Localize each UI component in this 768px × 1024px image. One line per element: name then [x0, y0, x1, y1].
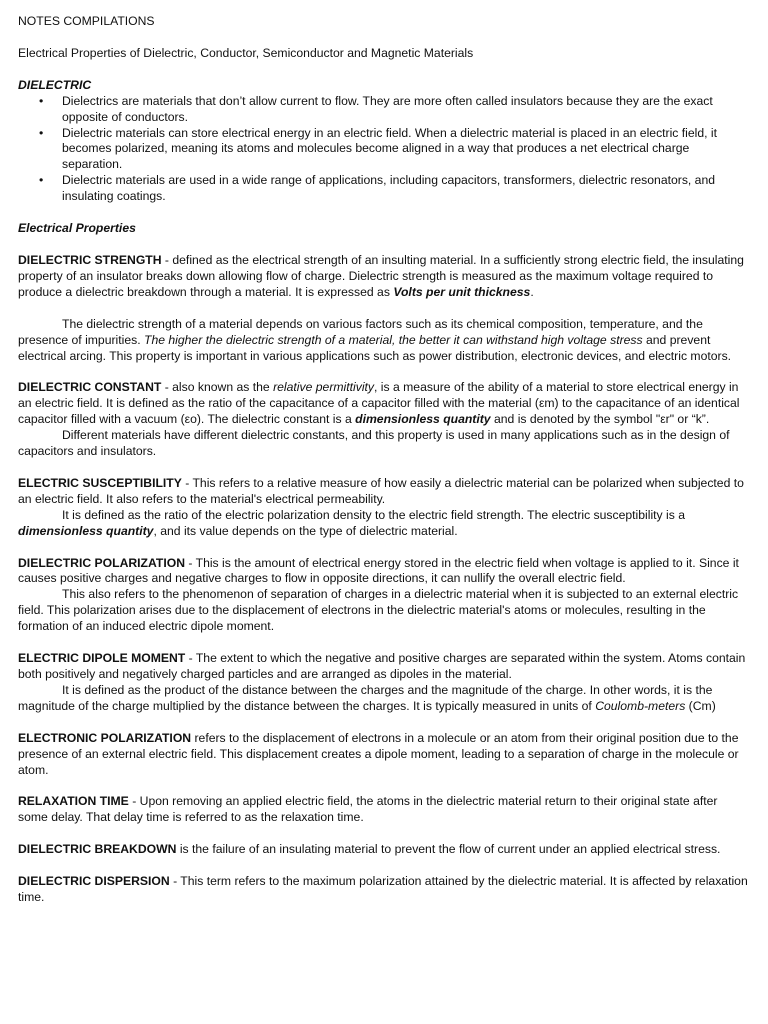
term-label: RELAXATION TIME	[18, 794, 129, 809]
electronic-polarization-paragraph	[18, 731, 750, 779]
dielectric-dispersion-paragraph	[18, 874, 750, 906]
bullet-item: • Dielectric materials can store electrical energy in an electric field. When a dielectric material is placed in an electric field, it becomes polarized, meaning its atoms and molecules become aligned in a way that produces a net electrical charge separation.	[62, 126, 750, 174]
bullet-item: • Dielectric materials are used in a wide range of applications, including capacitors, transformers, dielectric resonators, and insulating coatings.	[62, 173, 750, 205]
definition-text: - The extent to which the negative and positive charges are separated within the system. Atoms contain both positively and negatively charged particles and are arranged as dipoles in the material.	[18, 651, 746, 681]
relaxation-time-paragraph	[18, 794, 750, 826]
dielectric-constant-detail: Different materials have different dielectric constants, and this property is used in many applications such as in the design of capacitors and insulators.	[18, 428, 730, 459]
detail-text: It is defined as the product of the distance between the charges and the magnitude of the charge. In other words, it is the magnitude of the charge multiplied by the distance between the charges. It is typically measured in units of	[18, 682, 713, 713]
dielectric-bullet-list	[18, 94, 750, 205]
dielectric-strength-detail	[18, 317, 750, 365]
notes-label: NOTES COMPILATIONS	[18, 14, 155, 28]
emphasis-text: Coulomb-meters	[595, 698, 686, 713]
detail-text: The dielectric strength of a material depends on various factors such as its chemical composition, temperature, and the presence of impurities.	[18, 316, 703, 347]
electrical-properties-heading: Electrical Properties	[18, 221, 136, 236]
term-label: DIELECTRIC STRENGTH	[18, 252, 162, 267]
term-label: DIELECTRIC DISPERSION	[18, 874, 170, 889]
emphasis-text: The higher the dielectric strength of a material, the better it can withstand high voltage stress	[144, 332, 643, 347]
definition-text: - also known as the	[161, 380, 274, 395]
emphasis-text: dimensionless quantity	[18, 523, 154, 538]
definition-text: - Upon removing an applied electric field, the atoms in the dielectric material return to their original state after some delay. That delay time is referred to as the relaxation time.	[18, 794, 718, 825]
emphasis-text: relative permittivity	[273, 380, 375, 395]
definition-text: is the failure of an insulating material to prevent the flow of current under an applied electrical stress.	[176, 842, 721, 857]
term-label: DIELECTRIC BREAKDOWN	[18, 842, 177, 857]
dielectric-heading: DIELECTRIC	[18, 77, 92, 92]
detail-text: and prevent electrical arcing. This property is important in various applications such as power distribution, electronic devices, and electric motors.	[18, 332, 732, 363]
dielectric-strength-paragraph	[18, 253, 750, 301]
document-title: Electrical Properties of Dielectric, Conductor, Semiconductor and Magnetic Materials	[18, 45, 474, 60]
term-label: ELECTRIC SUSCEPTIBILITY	[18, 475, 182, 490]
dielectric-polarization-detail: This also refers to the phenomenon of separation of charges in a dielectric material when it is subjected to an external electric field. This polarization arises due to the displacement of electrons in the dielectric material's atoms or molecules, resulting in the formation of an induced electric dipole moment.	[18, 587, 739, 634]
electric-dipole-moment-paragraph	[18, 651, 750, 683]
definition-text: .	[530, 284, 534, 299]
document-page	[18, 14, 750, 906]
term-label: DIELECTRIC CONSTANT	[18, 380, 162, 395]
emphasis-text: dimensionless quantity	[355, 412, 491, 427]
dielectric-polarization-paragraph	[18, 556, 750, 588]
definition-text: and is denoted by the symbol "εr" or “k”.	[490, 412, 710, 427]
definition-text: - This term refers to the maximum polarization attained by the dielectric material. It is affected by relaxation time.	[18, 874, 748, 905]
detail-text: , and its value depends on the type of dielectric material.	[153, 523, 458, 538]
detail-text: It is defined as the ratio of the electric polarization density to the electric field strength. The electric susceptibility is a	[62, 507, 686, 522]
term-label: DIELECTRIC POLARIZATION	[18, 555, 186, 570]
electric-susceptibility-paragraph	[18, 476, 750, 508]
definition-text: - defined as the electrical strength of an insulting material. In a sufficiently strong electric field, the insulating property of an insulator breaks down allowing flow of charge. Dielectric strength is measured as the maximum voltage required to produce a dielectric breakdown through a material. It is expressed as	[18, 252, 744, 299]
definition-text: , is a measure of the ability of a material to store electrical energy in an electric field. It is defined as the ratio of the capacitance of a capacitor filled with the material (εm) to the capacitance of an identical capacitor filled with a vacuum (εo). The dielectric constant is a	[18, 380, 740, 427]
definition-text: refers to the displacement of electrons in a molecule or an atom from their original position due to the presence of an external electric field. This displacement creates a dipole moment, leading to a separation of charge in the molecule or atom.	[18, 730, 739, 777]
bullet-item: • Dielectrics are materials that don’t allow current to flow. They are more often called insulators because they are the exact opposite of conductors.	[62, 94, 750, 126]
term-label: ELECTRIC DIPOLE MOMENT	[18, 651, 186, 666]
term-label: ELECTRONIC POLARIZATION	[18, 730, 192, 745]
detail-text: (Cm)	[685, 698, 716, 713]
dielectric-breakdown-paragraph	[18, 842, 750, 858]
emphasis-text: Volts per unit thickness	[393, 284, 531, 299]
electric-dipole-moment-detail	[18, 683, 750, 715]
dielectric-constant-paragraph	[18, 380, 750, 428]
electric-susceptibility-detail	[18, 508, 750, 540]
definition-text: - This refers to a relative measure of how easily a dielectric material can be polarized when subjected to an electric field. It also refers to the material's electrical permeability.	[18, 475, 744, 506]
definition-text: - This is the amount of electrical energy stored in the electric field when voltage is applied to it. Since it causes positive charges and negative charges to flow in opposite directions, it can nullify the overall electric field.	[18, 555, 739, 586]
